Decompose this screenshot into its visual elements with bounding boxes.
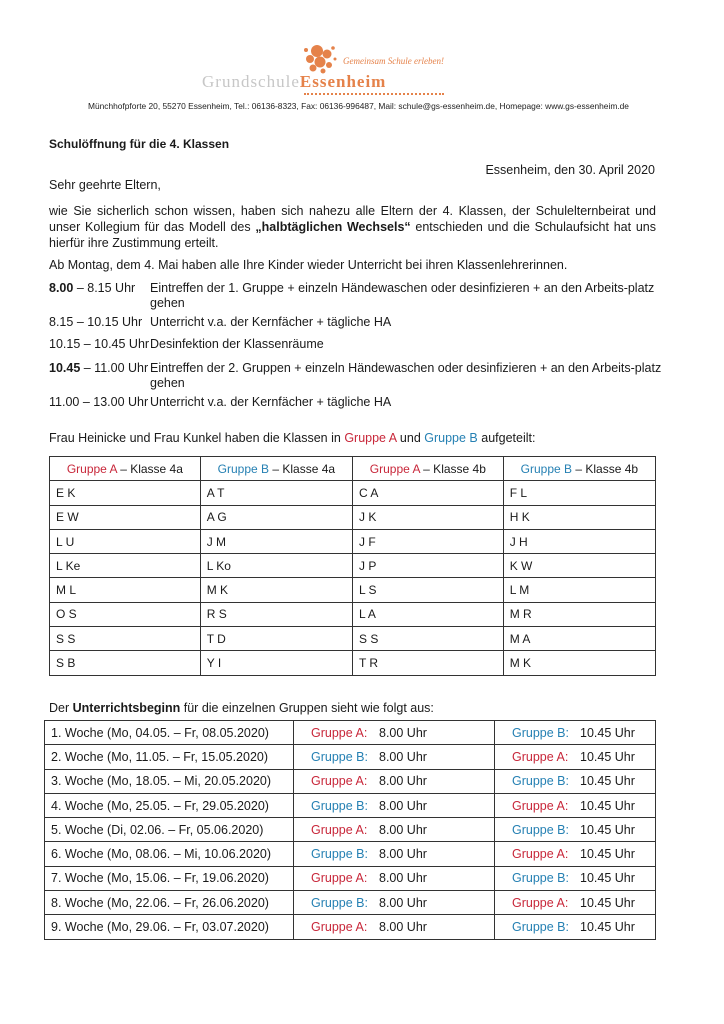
group-label: Gruppe B: — [512, 871, 569, 886]
week-label: 1. Woche (Mo, 04.05. – Fr, 08.05.2020) — [45, 721, 294, 745]
student-initials-cell: R S — [200, 602, 352, 626]
student-initials-cell: H K — [503, 505, 655, 529]
student-initials-cell: S S — [352, 627, 503, 651]
group-label: Gruppe A: — [512, 749, 569, 764]
week-label: 9. Woche (Mo, 29.06. – Fr, 03.07.2020) — [45, 915, 294, 939]
group-label: Gruppe A — [66, 461, 117, 476]
group-start-cell — [495, 769, 656, 793]
group-label: Gruppe B — [520, 461, 573, 476]
class-label: – Klasse 4a — [269, 461, 336, 476]
student-initials-cell: T D — [200, 627, 352, 651]
group-start-cell — [294, 721, 495, 745]
week-row — [45, 769, 656, 793]
schedule-time — [49, 315, 149, 330]
group-label: Gruppe A: — [311, 920, 368, 935]
student-initials-cell: E K — [50, 481, 201, 505]
groups-intro-group-a: Gruppe A — [344, 431, 397, 445]
start-time: 8.00 Uhr — [379, 774, 427, 789]
start-time: 10.45 Uhr — [580, 774, 635, 789]
start-time: 8.00 Uhr — [379, 895, 427, 910]
group-start-cell — [495, 915, 656, 939]
schedule-time-start: 11.00 — [49, 395, 80, 409]
schedule-time-end: – 11.00 Uhr — [80, 361, 149, 375]
student-initials-cell: S S — [50, 627, 201, 651]
paragraph-intro-bold: „halbtäglichen Wechsels“ — [255, 220, 411, 234]
lesson-start-bold: Unterrichtsbeginn — [72, 701, 181, 715]
paragraph-start-monday: Ab Montag, dem 4. Mai haben alle Ihre Kinder wieder Unterricht bei ihren Klassenlehrerinnen. — [49, 258, 568, 272]
school-logo — [196, 42, 496, 102]
start-time: 8.00 Uhr — [379, 725, 427, 740]
group-label: Gruppe A: — [311, 725, 368, 740]
student-initials-cell: S B — [50, 651, 201, 675]
start-time: 8.00 Uhr — [379, 871, 427, 886]
student-initials-cell: J F — [352, 529, 503, 553]
class-groups-table — [49, 456, 656, 676]
week-label: 8. Woche (Mo, 22.06. – Fr, 26.06.2020) — [45, 891, 294, 915]
school-address: Münchhofpforte 20, 55270 Essenheim, Tel.: 06136-8323, Fax: 06136-996487, Mail: schule@gs-essenheim.de, Homepage: www.gs-essenheim.de — [88, 101, 629, 111]
schedule-time-end: – 10.15 Uhr — [73, 315, 143, 329]
schedule-time-end: – 10.45 Uhr — [80, 337, 150, 351]
group-label: Gruppe A: — [512, 847, 569, 862]
group-start-cell — [294, 915, 495, 939]
group-start-cell — [294, 793, 495, 817]
letter-subject: Schulöffnung für die 4. Klassen — [49, 137, 230, 151]
group-label: Gruppe B: — [311, 798, 368, 813]
start-time: 8.00 Uhr — [379, 798, 427, 813]
group-start-cell — [495, 866, 656, 890]
lesson-start-text-2: für die einzelnen Gruppen sieht wie folgt aus: — [180, 701, 434, 715]
group-label: Gruppe B: — [512, 774, 569, 789]
group-label: Gruppe A: — [512, 798, 569, 813]
table-row — [50, 481, 656, 505]
student-initials-cell: Y I — [200, 651, 352, 675]
group-start-cell — [294, 818, 495, 842]
schedule-time-end: – 13.00 Uhr — [79, 395, 149, 409]
logo-dotted-line — [304, 93, 444, 95]
group-label: Gruppe B: — [512, 822, 569, 837]
student-initials-cell: A G — [200, 505, 352, 529]
school-name — [202, 72, 386, 92]
student-initials-cell: K W — [503, 554, 655, 578]
week-row — [45, 745, 656, 769]
schedule-time-start: 10.15 — [49, 337, 81, 351]
table-header-cell — [352, 457, 503, 481]
start-time: 8.00 Uhr — [379, 847, 427, 862]
class-label: – Klasse 4b — [419, 461, 486, 476]
week-label: 3. Woche (Mo, 18.05. – Mi, 20.05.2020) — [45, 769, 294, 793]
start-time: 10.45 Uhr — [580, 920, 635, 935]
weekly-start-table — [44, 720, 656, 940]
paragraph-intro-text-2: entschieden und die Schulaufsicht hat uns hierfür ihre Zustimmung erteilt. — [49, 220, 656, 250]
week-label: 5. Woche (Di, 02.06. – Fr, 05.06.2020) — [45, 818, 294, 842]
table-row — [50, 505, 656, 529]
schedule-description: Unterricht v.a. der Kernfächer + tägliche HA — [150, 395, 392, 409]
school-name-part2: Essenheim — [299, 72, 387, 91]
group-label: Gruppe B: — [512, 920, 569, 935]
group-start-cell — [294, 891, 495, 915]
start-time: 10.45 Uhr — [580, 895, 635, 910]
week-row — [45, 915, 656, 939]
table-row — [50, 578, 656, 602]
student-initials-cell: L S — [352, 578, 503, 602]
table-row — [50, 651, 656, 675]
week-row — [45, 842, 656, 866]
groups-intro-text-3: aufgeteilt: — [477, 431, 536, 445]
start-time: 10.45 Uhr — [580, 871, 635, 886]
group-label: Gruppe B: — [512, 725, 569, 740]
schedule-time — [49, 361, 149, 376]
schedule-description: Eintreffen der 1. Gruppe + einzeln Händewaschen oder desinfizieren + an den Arbeits-platz gehen — [150, 281, 655, 310]
group-start-cell — [495, 745, 656, 769]
student-initials-cell: M A — [503, 627, 655, 651]
week-row — [45, 866, 656, 890]
schedule-time — [49, 281, 149, 296]
group-label: Gruppe A — [369, 461, 420, 476]
student-initials-cell: T R — [352, 651, 503, 675]
letter-date: Essenheim, den 30. April 2020 — [485, 163, 655, 177]
schedule-time-end: – 8.15 Uhr — [73, 281, 136, 295]
group-label: Gruppe A: — [311, 871, 368, 886]
groups-intro-text-2: und — [396, 431, 425, 445]
lesson-start-text-1: Der — [49, 701, 73, 715]
schedule-row — [49, 281, 674, 313]
table-row — [50, 627, 656, 651]
school-name-part1: Grundschule — [202, 72, 300, 91]
table-header-cell — [50, 457, 201, 481]
groups-intro-group-b: Gruppe B — [424, 431, 478, 445]
schedule-description: Eintreffen der 2. Gruppen + einzeln Händewaschen oder desinfizieren + an den Arbeits-platz gehen — [150, 361, 662, 390]
week-row — [45, 891, 656, 915]
student-initials-cell: L M — [503, 578, 655, 602]
week-label: 6. Woche (Mo, 08.06. – Mi, 10.06.2020) — [45, 842, 294, 866]
group-start-cell — [495, 891, 656, 915]
class-label: – Klasse 4a — [116, 461, 183, 476]
paragraph-intro — [49, 203, 656, 251]
group-label: Gruppe B: — [311, 847, 368, 862]
student-initials-cell: A T — [200, 481, 352, 505]
start-time: 10.45 Uhr — [580, 798, 635, 813]
group-start-cell — [294, 866, 495, 890]
group-start-cell — [294, 745, 495, 769]
schedule-row — [49, 361, 674, 393]
group-label: Gruppe B: — [311, 895, 368, 910]
group-label: Gruppe A: — [311, 774, 368, 789]
start-time: 8.00 Uhr — [379, 920, 427, 935]
group-label: Gruppe A: — [512, 895, 569, 910]
student-initials-cell: F L — [503, 481, 655, 505]
student-initials-cell: C A — [352, 481, 503, 505]
table-header-cell — [503, 457, 655, 481]
schedule-row — [49, 395, 674, 427]
group-start-cell — [495, 818, 656, 842]
group-label: Gruppe B — [217, 461, 270, 476]
week-row — [45, 818, 656, 842]
class-label: – Klasse 4b — [572, 461, 639, 476]
student-initials-cell: M K — [200, 578, 352, 602]
groups-intro — [49, 431, 535, 445]
table-row — [50, 602, 656, 626]
schedule-description: Unterricht v.a. der Kernfächer + tägliche HA — [150, 315, 392, 329]
school-slogan: Gemeinsam Schule erleben! — [343, 56, 444, 66]
groups-intro-text-1: Frau Heinicke und Frau Kunkel haben die Klassen in — [49, 431, 345, 445]
paragraph-intro-text-1: wie Sie sicherlich schon wissen, haben sich nahezu alle Eltern der 4. Klassen, der Schulelternbeirat und unser Kollegium für das Modell des — [49, 204, 656, 234]
lesson-start-intro — [49, 701, 434, 715]
group-label: Gruppe A: — [311, 822, 368, 837]
week-label: 7. Woche (Mo, 15.06. – Fr, 19.06.2020) — [45, 866, 294, 890]
schedule-description: Desinfektion der Klassenräume — [150, 337, 324, 351]
schedule-time — [49, 337, 149, 352]
student-initials-cell: J H — [503, 529, 655, 553]
student-initials-cell: L Ko — [200, 554, 352, 578]
table-header-row — [50, 457, 656, 481]
student-initials-cell: L A — [352, 602, 503, 626]
start-time: 10.45 Uhr — [580, 847, 635, 862]
start-time: 8.00 Uhr — [379, 749, 427, 764]
group-start-cell — [495, 793, 656, 817]
student-initials-cell: M R — [503, 602, 655, 626]
schedule-time — [49, 395, 149, 410]
week-label: 4. Woche (Mo, 25.05. – Fr, 29.05.2020) — [45, 793, 294, 817]
salutation: Sehr geehrte Eltern, — [49, 178, 161, 192]
week-row — [45, 793, 656, 817]
schedule-time-start: 8.15 — [49, 315, 74, 329]
student-initials-cell: M L — [50, 578, 201, 602]
start-time: 10.45 Uhr — [580, 822, 635, 837]
student-initials-cell: J K — [352, 505, 503, 529]
student-initials-cell: O S — [50, 602, 201, 626]
table-header-cell — [200, 457, 352, 481]
group-start-cell — [495, 842, 656, 866]
student-initials-cell: L Ke — [50, 554, 201, 578]
week-row — [45, 721, 656, 745]
schedule-time-start: 8.00 — [49, 281, 74, 295]
group-start-cell — [495, 721, 656, 745]
group-label: Gruppe B: — [311, 749, 368, 764]
table-row — [50, 554, 656, 578]
student-initials-cell: J M — [200, 529, 352, 553]
week-label: 2. Woche (Mo, 11.05. – Fr, 15.05.2020) — [45, 745, 294, 769]
group-start-cell — [294, 769, 495, 793]
start-time: 10.45 Uhr — [580, 725, 635, 740]
student-initials-cell: M K — [503, 651, 655, 675]
group-start-cell — [294, 842, 495, 866]
start-time: 10.45 Uhr — [580, 749, 635, 764]
start-time: 8.00 Uhr — [379, 822, 427, 837]
student-initials-cell: L U — [50, 529, 201, 553]
schedule-time-start: 10.45 — [49, 361, 81, 375]
student-initials-cell: E W — [50, 505, 201, 529]
student-initials-cell: J P — [352, 554, 503, 578]
table-row — [50, 529, 656, 553]
